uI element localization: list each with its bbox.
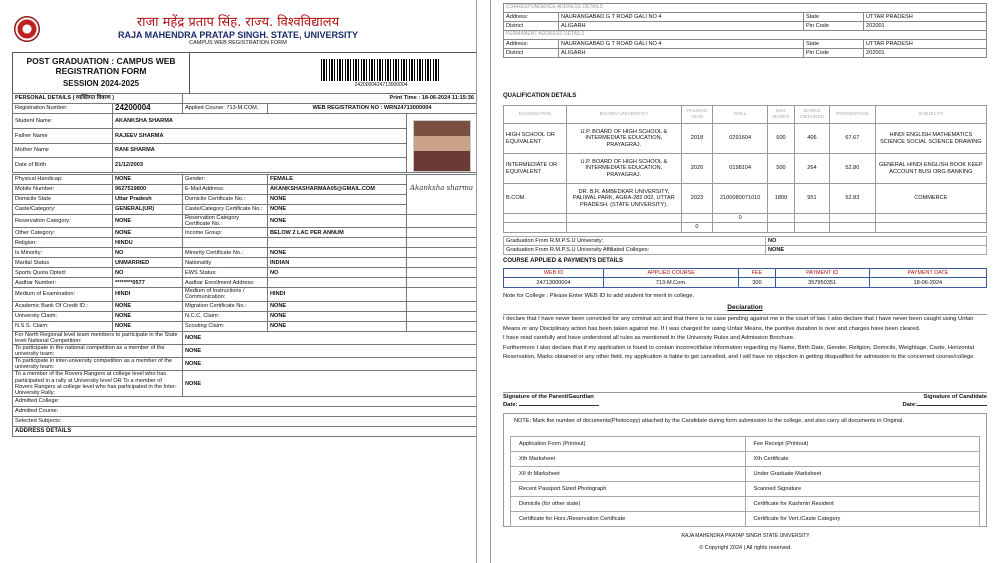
- address-label: Address:: [504, 13, 559, 22]
- personal-row: [13, 228, 477, 238]
- empty-cell: [407, 278, 477, 288]
- documents-box: [503, 413, 987, 527]
- payment-col-date: PAYMENT DATE: [869, 269, 986, 278]
- admission-row: [13, 416, 477, 426]
- documents-row: [511, 437, 980, 452]
- empty-cell: [407, 228, 477, 238]
- empty-cell: [794, 214, 829, 223]
- document-item: Certificate for Horz./Reservation Certificate: [511, 512, 746, 527]
- qualification-row: [504, 154, 987, 184]
- college-note: Note for College : Please Enter WEB ID to add student for merit in college.: [503, 293, 695, 299]
- qualification-cell: B.COM.: [504, 184, 567, 214]
- field-value: NO: [113, 248, 183, 258]
- correspondence-heading: CORRESPONDENCE ADDRESS DETAILS: [504, 4, 987, 13]
- qualification-col-header: MARKS OBTAINED: [794, 106, 829, 124]
- web-registration-number: WEB REGISTRATION NO : WRN24713000004: [268, 104, 477, 114]
- empty-cell: [504, 214, 567, 223]
- qualification-row: [504, 124, 987, 154]
- qualification-cell: 2018: [681, 124, 712, 154]
- signature-cell: [407, 175, 477, 215]
- empty-cell: [407, 288, 477, 301]
- personal-details-heading: PERSONAL DETAILS ( व्यक्तिगत विवरण ): [13, 94, 183, 104]
- qualification-cell: 2020: [681, 154, 712, 184]
- payment-webid: 24713000004: [504, 278, 604, 288]
- graduation-label-2: Graduation From R.M.P.S.U University Affiliated Colleges:: [504, 246, 766, 255]
- candidate-signature: Akanksha sharma: [409, 184, 474, 192]
- field-label: Medium of Examination:: [13, 288, 113, 301]
- zero-cell: 0: [713, 214, 768, 223]
- qualification-col-header: MAX MARKS: [768, 106, 795, 124]
- declaration-line: Furthermore I also declare that if my application is found to contain incorrect/false information regarding my Name, Birth Date, Gender, Religion, Domicile, Weightage, Caste, Horizontal Reservation, Marks obtained or any other field, my application is liable to get cancelled, and I will have no objection in getting disqualified for admission to the concerned course/college.: [503, 344, 976, 361]
- field-value: NONE: [183, 344, 477, 357]
- address-label: Address:: [504, 40, 559, 49]
- field-label: University Claim:: [13, 311, 113, 321]
- qualification-cell: 406: [794, 124, 829, 154]
- field-label: Caste/Category Certificate No.:: [183, 205, 268, 215]
- field-value: NO: [268, 268, 407, 278]
- field-label: Gender:: [183, 175, 268, 185]
- qualification-cell: U.P. BOARD OF HIGH SCHOOL & INTERMEDIATE EDUCATION, PRAYAGRAJ.: [566, 124, 681, 154]
- parent-signature-label: Signature of the Parent/Gaurdian: [503, 394, 594, 400]
- field-label: EWS Status:: [183, 268, 268, 278]
- payment-col-course: APPLIED COURSE: [604, 269, 739, 278]
- field-value: Uttar Pradesh: [113, 195, 183, 205]
- field-value: 9627519800: [113, 185, 183, 195]
- documents-row: [511, 467, 980, 482]
- documents-note: NOTE: Mark the number of documents(Photocopy) attached by the Candidate during form submission to the college, and also carry all documents in Original.: [514, 418, 904, 424]
- form-title: POST GRADUATION : CAMPUS WEB REGISTRATION FORM: [26, 56, 176, 76]
- field-value: NONE: [183, 358, 477, 371]
- empty-cell: [407, 238, 477, 248]
- field-label: Mobile Number:: [13, 185, 113, 195]
- empty-cell: [407, 321, 477, 331]
- form-page-1: [0, 0, 477, 563]
- empty-cell: [768, 214, 795, 223]
- address-value: NAURANGABAD G T ROAD GALI NO 4: [559, 13, 804, 22]
- qualification-cell: 2023: [681, 184, 712, 214]
- field-value: NONE: [113, 311, 183, 321]
- field-value: AKANKSHASHARMAA05@GMAIL.COM: [268, 185, 407, 195]
- field-label: Migration Certificate No.:: [183, 301, 268, 311]
- dob-label: Date of Birth: [13, 158, 113, 173]
- qualification-cell: GENERAL HINDI ENGLISH BOOK KEEP ACCOUNT BUSI ORG BANKING: [875, 154, 986, 184]
- competition-row: [13, 344, 477, 357]
- payment-heading: COURSE APPLIED & PAYMENTS DETAILS: [503, 258, 624, 264]
- field-label: [183, 238, 268, 248]
- print-time: Print Time : 18-06-2024 11:15:36: [183, 94, 477, 104]
- payment-col-webid: WEB ID: [504, 269, 604, 278]
- qualification-cell: 52.83: [830, 184, 876, 214]
- qualification-empty-row: [504, 223, 987, 232]
- footer-university: RAJA MAHENDRA PRATAP SINGH STATE UNIVERSITY: [681, 533, 810, 539]
- field-value: HINDI: [113, 288, 183, 301]
- qualification-row: [504, 184, 987, 214]
- field-value: HINDU: [113, 238, 183, 248]
- personal-row: [13, 321, 477, 331]
- field-value: ********0577: [113, 278, 183, 288]
- pin-label: Pin Code: [804, 49, 864, 58]
- field-label: N.C.C. Claim:: [183, 311, 268, 321]
- session-label: SESSION 2024-2025: [62, 79, 140, 88]
- barcode: [321, 59, 441, 81]
- admission-row: [13, 396, 477, 406]
- document-item: XII th Marksheet: [511, 467, 746, 482]
- field-value: NONE: [183, 331, 477, 344]
- document-item: Scanned Signature: [745, 482, 980, 497]
- personal-row: [13, 311, 477, 321]
- district-value: ALIGARH: [559, 49, 804, 58]
- address-value: NAURANGABAD G T ROAD GALI NO 4: [559, 40, 804, 49]
- field-value: NO: [113, 268, 183, 278]
- footer-copyright: © Copyright 2024 | All rights reserved.: [699, 545, 792, 551]
- documents-row: [511, 497, 980, 512]
- competition-row: [13, 371, 477, 397]
- qualification-col-header: PERCENTAGE: [830, 106, 876, 124]
- payment-col-fee: FEE: [739, 269, 775, 278]
- student-name-label: Student Name:: [13, 114, 113, 129]
- field-value: NONE: [113, 175, 183, 185]
- parent-date-label: Date:: [503, 402, 518, 408]
- university-header: [0, 0, 476, 50]
- empty-cell: [407, 311, 477, 321]
- document-item: Fee Receipt (Printout): [745, 437, 980, 452]
- field-label: Nationality: [183, 258, 268, 268]
- qualification-cell: 2100080071010: [713, 184, 768, 214]
- qualification-cell: 52.80: [830, 154, 876, 184]
- address-table: [503, 3, 987, 58]
- personal-row: [13, 288, 477, 301]
- permanent-heading: PERMANENT ADDRESS DETAILS: [504, 31, 987, 40]
- personal-details-table: [12, 93, 477, 173]
- document-item: Under Graduate Marksheet: [745, 467, 980, 482]
- state-label: State: [804, 40, 864, 49]
- pin-value: 202001: [864, 22, 987, 31]
- address-details-heading: ADDRESS DETAILS: [13, 426, 477, 436]
- field-label: Scouting Claim:: [183, 321, 268, 331]
- university-name-english: RAJA MAHENDRA PRATAP SINGH. STATE, UNIVERSITY: [117, 30, 359, 40]
- graduation-label-1: Graduation From R.M.P.S.U University:: [504, 237, 766, 246]
- empty-cell: [407, 268, 477, 278]
- field-label: Income Group:: [183, 228, 268, 238]
- graduation-value-2: NONE: [766, 246, 987, 255]
- competition-row: [13, 331, 477, 344]
- qualification-cell: U.P. BOARD OF HIGH SCHOOL & INTERMEDIATE EDUCATION, PRAYAGRAJ.: [566, 154, 681, 184]
- personal-row: [13, 278, 477, 288]
- state-value: UTTAR PRADESH: [864, 13, 987, 22]
- field-label: Domicile Certificate No.:: [183, 195, 268, 205]
- qualification-col-header: PASSING YEAR: [681, 106, 712, 124]
- admitted-course-label: Admitted Course:: [13, 406, 477, 416]
- field-label: Religion:: [13, 238, 113, 248]
- document-item: Certificate for Vert./Caste Category: [745, 512, 980, 527]
- field-label: To a member of the Rovers Rangers at college level who has participated in a rally at University level OR To a member of Rovers Rangers at college level who has participated in the Inter-University Rally:: [13, 371, 183, 397]
- empty-cell: [504, 223, 567, 232]
- empty-cell: [566, 214, 681, 223]
- payment-course: 713-M.Com.: [604, 278, 739, 288]
- field-label: For North Regional level team members to participate in the State level National Competition:: [13, 331, 183, 344]
- payment-col-id: PAYMENT ID: [775, 269, 869, 278]
- empty-cell: [407, 258, 477, 268]
- candidate-signature-label: Signature of Candidate: [923, 394, 987, 400]
- qualification-cell: DR. B.R. AMBEDKAR UNIVERSITY, PALIWAL PARK, AGRA-282 002, UTTAR PRADESH. (STATE UNIVERSITY).: [566, 184, 681, 214]
- empty-cell: [794, 223, 829, 232]
- documents-row: [511, 452, 980, 467]
- declaration-heading: Declaration: [727, 304, 763, 311]
- personal-details-table-2: [12, 174, 477, 437]
- reg-number-value: 24200004: [113, 104, 183, 114]
- documents-row: [511, 512, 980, 527]
- field-value: NONE: [268, 248, 407, 258]
- field-value: NONE: [268, 321, 407, 331]
- qualification-cell: 0198104: [713, 154, 768, 184]
- graduation-value-1: NO: [766, 237, 987, 246]
- field-label: Aadhar Enrollment Address:: [183, 278, 268, 288]
- form-subtitle: CAMPUS WEB REGISTRATION FORM: [189, 40, 287, 46]
- form-title-box: [12, 52, 477, 94]
- field-label: Domicile State: [13, 195, 113, 205]
- payment-table: [503, 268, 987, 288]
- qualification-cell: 951: [794, 184, 829, 214]
- qualification-cell: 500: [768, 154, 795, 184]
- personal-row: [13, 238, 477, 248]
- signature-row: [503, 392, 987, 400]
- documents-table: [510, 436, 980, 527]
- qualification-col-header: BOARD/ UNIVERSITY: [566, 106, 681, 124]
- qualification-col-header: EXAMINATION: [504, 106, 567, 124]
- reg-number-label: Registration Number:: [13, 104, 113, 114]
- personal-row: [13, 301, 477, 311]
- empty-cell: [768, 223, 795, 232]
- field-label: Reservation Category Certificate No.:: [183, 215, 268, 228]
- field-label: E-Mail Address:: [183, 185, 268, 195]
- document-item: Recent Passport Sized Photograph: [511, 482, 746, 497]
- qualification-cell: 67.67: [830, 124, 876, 154]
- field-label: Aadhar Number:: [13, 278, 113, 288]
- graduation-table: [503, 236, 987, 255]
- applied-course: Applied Course: 713-M.COM.: [183, 104, 268, 114]
- qualification-col-header: ROLL: [713, 106, 768, 124]
- document-item: Application Form (Printout): [511, 437, 746, 452]
- document-item: Xth Certificate: [745, 452, 980, 467]
- qualification-cell: HINDI ENGLISH MATHEMATICS SCIENCE SOCIAL SCIENCE DRAWING: [875, 124, 986, 154]
- personal-row: [13, 268, 477, 278]
- field-value: NONE: [183, 371, 477, 397]
- empty-cell: [407, 301, 477, 311]
- address-heading-row: [13, 426, 477, 436]
- qualification-heading: QUALIFICATION DETAILS: [503, 93, 577, 99]
- payment-fee: 300: [739, 278, 775, 288]
- empty-cell: [830, 223, 876, 232]
- student-name-value: AKANKSHA SHARMA: [113, 114, 407, 129]
- field-label: Medium of Instructions / Communication:: [183, 288, 268, 301]
- barcode-number: 2420000424713000004: [354, 82, 408, 88]
- document-item: Xth Marksheet: [511, 452, 746, 467]
- qualification-cell: 1800: [768, 184, 795, 214]
- field-value: NONE: [268, 205, 407, 215]
- empty-cell: [407, 248, 477, 258]
- zero-cell: 0: [681, 223, 712, 232]
- pin-label: Pin Code: [804, 22, 864, 31]
- empty-cell: [407, 215, 477, 228]
- empty-cell: [830, 214, 876, 223]
- admitted-college-label: Admitted College:: [13, 396, 477, 406]
- photo-cell: [407, 114, 477, 173]
- field-value: NONE: [268, 311, 407, 321]
- field-value: NONE: [268, 215, 407, 228]
- field-label: N.S.S. Claim:: [13, 321, 113, 331]
- candidate-date-label: Date:: [902, 402, 917, 408]
- father-name-label: Father Name: [13, 128, 113, 143]
- qualification-table: [503, 105, 987, 233]
- mother-name-value: RANI SHARMA: [113, 143, 407, 158]
- state-label: State: [804, 13, 864, 22]
- selected-subjects-label: Selected Subjects:: [13, 416, 477, 426]
- field-label: Sports Quota Opted:: [13, 268, 113, 278]
- qualification-empty-row: [504, 214, 987, 223]
- field-value: [268, 278, 407, 288]
- declaration-text: [503, 314, 987, 363]
- qualification-cell: 264: [794, 154, 829, 184]
- field-value: NONE: [113, 301, 183, 311]
- field-value: HINDI: [268, 288, 407, 301]
- qualification-header-row: [504, 106, 987, 124]
- pin-value: 202001: [864, 49, 987, 58]
- field-value: UNMARRIED: [113, 258, 183, 268]
- documents-row: [511, 482, 980, 497]
- payment-date: 18-06-2024: [869, 278, 986, 288]
- field-value: NONE: [268, 195, 407, 205]
- district-value: ALIGARH: [559, 22, 804, 31]
- field-label: Marital Status: [13, 258, 113, 268]
- field-value: NONE: [113, 215, 183, 228]
- field-value: NONE: [113, 321, 183, 331]
- document-item: Domicile (for other state): [511, 497, 746, 512]
- district-label: District: [504, 22, 559, 31]
- admission-row: [13, 406, 477, 416]
- district-label: District: [504, 49, 559, 58]
- field-value: [268, 238, 407, 248]
- form-page-2: [490, 0, 1000, 563]
- field-label: Minority Certificate No.:: [183, 248, 268, 258]
- empty-cell: [875, 214, 986, 223]
- qualification-cell: HIGH SCHOOL OR EQUIVALENT: [504, 124, 567, 154]
- field-label: To participate in inter-university competition as a member of the university team:: [13, 358, 183, 371]
- empty-cell: [566, 223, 681, 232]
- qualification-cell: 600: [768, 124, 795, 154]
- date-row: [503, 402, 987, 408]
- university-name-hindi: राजा महेंद्र प्रताप सिंह. राज्य. विश्वविद्यालय: [136, 15, 340, 30]
- field-label: Physical Handicap:: [13, 175, 113, 185]
- field-value: NONE: [113, 228, 183, 238]
- personal-row: [13, 248, 477, 258]
- qualification-cell: INTERMEDIATE OR EQUIVALENT: [504, 154, 567, 184]
- field-value: GENERAL(UR): [113, 205, 183, 215]
- declaration-line: I declare that I have never been convicted for any criminal act and that there is no case pending against me in the court of law. I also declare that I have never been caught using Unfair Means or any Disciplinary action has been taken against me. If I was charged for using Unfair Means, the punitive duration is over and charges have been cleared.: [503, 316, 974, 332]
- dob-value: 21/12/2003: [113, 158, 407, 173]
- field-value: BELOW 2 LAC PER ANNUM: [268, 228, 407, 238]
- qualification-col-header: SUBJECTS: [875, 106, 986, 124]
- empty-cell: [681, 214, 712, 223]
- qualification-cell: COMMERCE: [875, 184, 986, 214]
- field-label: To participate in the national competition as a member of the university team:: [13, 344, 183, 357]
- qualification-cell: 0291604: [713, 124, 768, 154]
- personal-row: [13, 215, 477, 228]
- field-value: FEMALE: [268, 175, 407, 185]
- competition-row: [13, 358, 477, 371]
- field-label: Other Category:: [13, 228, 113, 238]
- personal-row: [13, 258, 477, 268]
- field-value: NONE: [268, 301, 407, 311]
- field-label: Caste/Category:: [13, 205, 113, 215]
- field-value: INDIAN: [268, 258, 407, 268]
- father-name-value: RAJEEV SHARMA: [113, 128, 407, 143]
- candidate-photo: [413, 120, 471, 172]
- field-label: Reservation Category:: [13, 215, 113, 228]
- state-value: UTTAR PRADESH: [864, 40, 987, 49]
- empty-cell: [713, 223, 768, 232]
- document-item: Certificate for Kashmiri Resident: [745, 497, 980, 512]
- declaration-line: I have read carefully and have understood all rules as mentioned in the University Rules and Admission Brochure.: [503, 335, 795, 342]
- payment-id: 357950351: [775, 278, 869, 288]
- field-label: Is Minority:: [13, 248, 113, 258]
- field-label: Academic Bank Of Credit ID.:: [13, 301, 113, 311]
- personal-row: [13, 175, 477, 185]
- mother-name-label: Mother Name: [13, 143, 113, 158]
- empty-cell: [875, 223, 986, 232]
